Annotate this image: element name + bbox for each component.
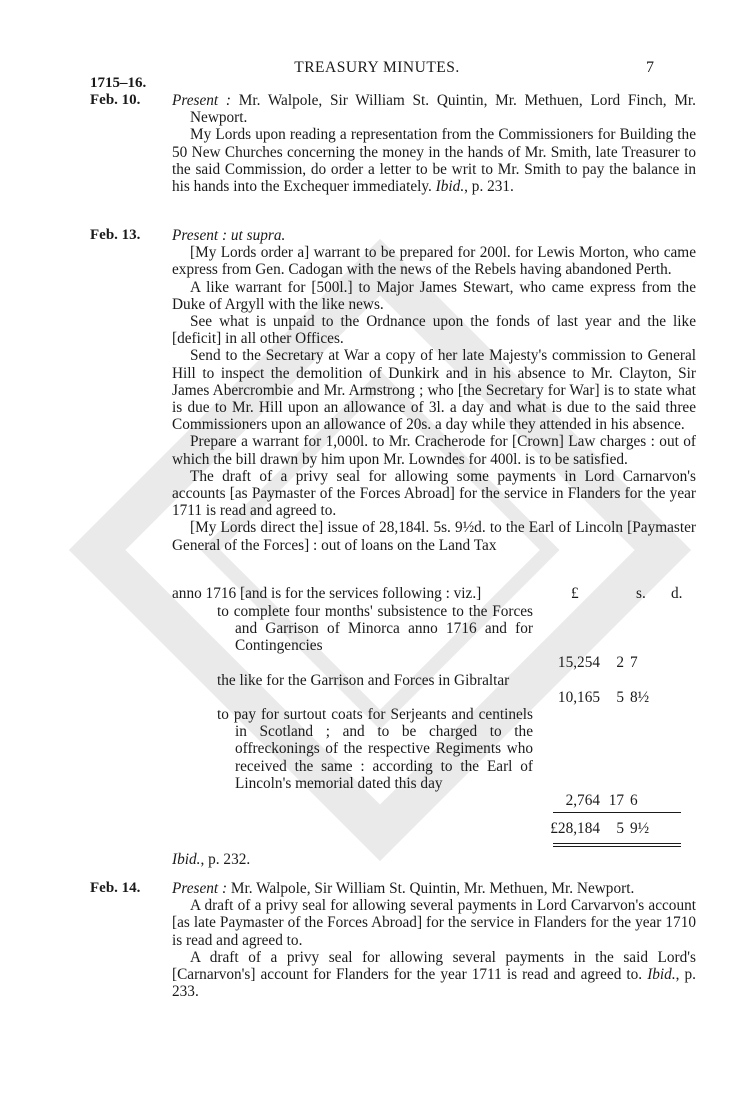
sum-rule xyxy=(553,812,681,813)
item-shillings: 17 xyxy=(608,792,624,809)
item-pence: 7 xyxy=(630,654,638,671)
present-line xyxy=(172,92,696,126)
issue-intro: [My Lords direct the] issue of 28,184l. 5s. 9½d. to the Earl of Lincoln [Paymaster General of the Forces] : out of loans on the Land Tax xyxy=(172,519,696,554)
entry-date: Feb. 13. xyxy=(90,227,141,243)
minute-paragraph: See what is unpaid to the Ordnance upon the fonds of last year and the like [deficit] in all other Offices. xyxy=(172,313,696,348)
item-pence: 6 xyxy=(630,792,638,809)
minute-paragraph: A draft of a privy seal for allowing several payments in Lord Carvarvon's account [as late Paymaster of the Forces Abroad] for the service in Flanders for the year 1710 is read and agreed to. xyxy=(172,897,696,949)
present-names: Mr. Walpole, Sir William St. Quintin, Mr. Methuen, Lord Finch, Mr. Newport. xyxy=(190,92,696,127)
ibid-ref: Ibid. xyxy=(172,851,201,868)
present-label: Present : xyxy=(172,227,228,244)
account-item-desc: the like for the Garrison and Forces in Gibraltar xyxy=(217,672,510,689)
page-ref: , p. 231. xyxy=(464,178,514,196)
present-label: Present : xyxy=(172,92,231,109)
entry-date: Feb. 14. xyxy=(90,880,141,896)
entry-date: Feb. 10. xyxy=(90,92,141,108)
minute-paragraph: The draft of a privy seal for allowing some payments in Lord Carnarvon's accounts [as Paymaster of the Forces Abroad] for the service in Flanders for the year 1711 is read and agreed to. xyxy=(172,467,696,520)
present-line xyxy=(172,227,696,244)
page-number: 7 xyxy=(646,59,654,76)
item-pence: 8½ xyxy=(630,689,650,706)
minute-paragraph xyxy=(172,126,696,195)
present-label: Present : xyxy=(172,880,228,897)
total-double-rule-bottom xyxy=(553,846,681,847)
lsd-pence-header: d. xyxy=(671,585,683,602)
lsd-pounds-header: £ xyxy=(571,585,579,602)
ibid-ref: Ibid. xyxy=(435,178,465,196)
minute-paragraph: A like warrant for [500l.] to Major James Stewart, who came express from the Duke of Argyll with the like news. xyxy=(172,278,696,313)
issue-intro-end: anno 1716 [and is for the services following : viz.] xyxy=(172,585,482,602)
minute-paragraph xyxy=(172,949,696,1001)
citation xyxy=(172,851,250,868)
page-ref: , p. 232. xyxy=(200,851,251,868)
total-shillings: 5 xyxy=(616,820,624,837)
page-ref: , p. 233. xyxy=(172,966,697,1001)
issue-intro-end-line xyxy=(172,585,696,602)
total-double-rule-top xyxy=(553,843,681,844)
minute-paragraph: [My Lords order a] warrant to be prepared for 200l. for Lewis Morton, who came express from Gen. Cadogan with the news of the Rebels having abandoned Perth. xyxy=(172,244,696,279)
paragraph-text: A draft of a privy seal for allowing several payments in the said Lord's [Carnarvon's] account for Flanders for the year 1711 is read and agreed to. xyxy=(172,948,696,984)
minute-entry xyxy=(172,880,696,1000)
total-pounds: £28,184 xyxy=(550,820,600,837)
present-line xyxy=(172,880,696,897)
running-title: TREASURY MINUTES. xyxy=(294,59,460,76)
total-pence: 9½ xyxy=(630,820,650,837)
minute-paragraph: Prepare a warrant for 1,000l. to Mr. Cracherode for [Crown] Law charges : out of which the bill drawn by him upon Mr. Lowndes for 400l. is to be satisfied. xyxy=(172,433,696,468)
item-pounds: 2,764 xyxy=(565,792,600,809)
item-pounds: 15,254 xyxy=(557,654,600,671)
account-item-desc: to pay for surtout coats for Serjeants and centinels in Scotland ; and to be charged to the offreckonings of the respective Regiments who received the same : according to the Earl of Lincoln's memorial dated this day xyxy=(217,706,533,792)
minute-paragraph: Send to the Secretary at War a copy of her late Majesty's commission to General Hill to inspect the demolition of Dunkirk and in his absence to Mr. Clayton, Sir James Abercrombie and Mr. Armstrong ; who [the Secretary for War] is to state what is due to Mr. Hill upon an allowance of 3l. a day and what is due to the said three Commissioners upon an allowance of 20s. a day while they attended in his absence. xyxy=(172,347,696,434)
minute-entry xyxy=(172,92,696,195)
present-names: Mr. Walpole, Sir William St. Quintin, Mr. Methuen, Mr. Newport. xyxy=(230,880,635,897)
minute-entry xyxy=(172,227,696,554)
paragraph-text: My Lords upon reading a representation from the Commissioners for Building the 50 New Churches concerning the money in the hands of Mr. Smith, late Treasurer to the said Commission, do order a letter to be writ to Mr. Smith to pay the balance in his hands into the Exchequer immediately. xyxy=(172,126,696,196)
lsd-shillings-header: s. xyxy=(636,585,646,602)
item-shillings: 5 xyxy=(616,689,624,706)
account-item-desc: to complete four months' subsistence to the Forces and Garrison of Minorca anno 1716 and for Contingencies xyxy=(217,603,533,655)
item-shillings: 2 xyxy=(616,654,624,671)
ibid-ref: Ibid. xyxy=(647,966,676,984)
present-names: ut supra. xyxy=(230,227,286,244)
year-margin: 1715–16. xyxy=(90,75,147,91)
item-pounds: 10,165 xyxy=(557,689,600,706)
